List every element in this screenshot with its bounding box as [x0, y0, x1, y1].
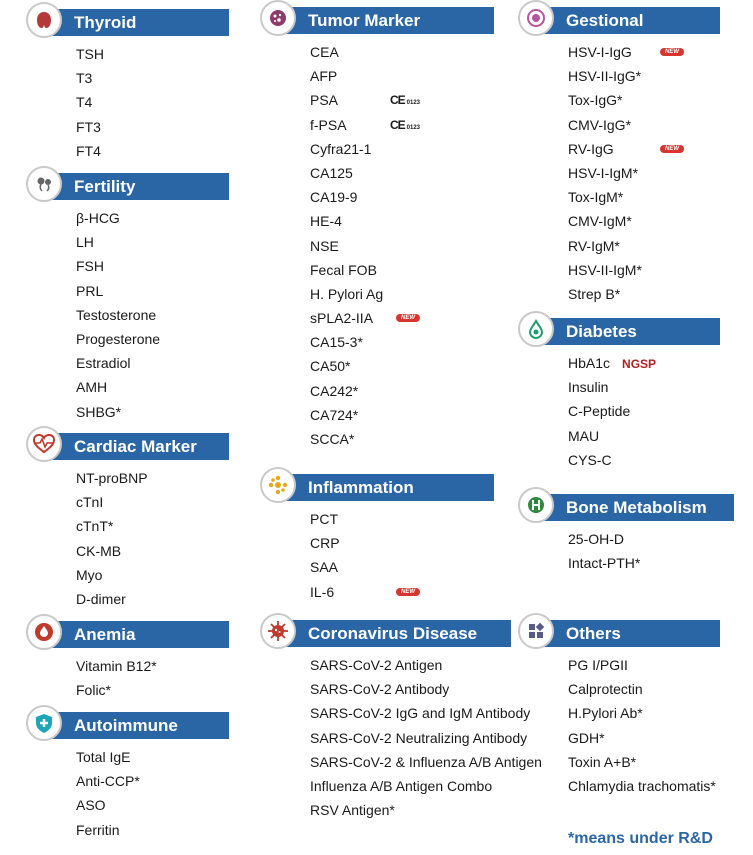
list-item: Toxin A+B*: [568, 753, 637, 770]
tumor-list: [260, 40, 421, 451]
list-item: PG I/PGII: [568, 657, 628, 673]
list-item: SHBG*: [76, 403, 122, 420]
section-thyroid: [26, 2, 137, 163]
dm-drop-icon: [518, 311, 554, 347]
list-item: CMV-IgG*: [568, 116, 632, 133]
section-title-diabetes: Diabetes: [534, 318, 720, 345]
section-title-inflammation: Inflammation: [276, 474, 494, 501]
list-item: HSV-II-IgG*: [568, 68, 642, 85]
list-item: CA242*: [310, 382, 359, 399]
grid-icon: [518, 613, 554, 649]
list-item-label: sPLA2-IIA: [310, 310, 374, 327]
list-item: β-HCG: [76, 210, 120, 226]
section-title-autoimmune: Autoimmune: [42, 712, 229, 739]
section-title-bone: Bone Metabolism: [534, 494, 734, 521]
list-item: H. Pylori Ag: [310, 285, 384, 302]
list-item: Intact-PTH*: [568, 555, 641, 572]
list-item: FT3: [76, 118, 101, 135]
list-item: CRP: [310, 535, 340, 552]
list-item: Ferritin: [76, 821, 120, 838]
fertility-list: [26, 206, 160, 424]
section-title-others: Others: [534, 620, 720, 647]
corona-list: [260, 653, 542, 822]
gestional-list: [518, 40, 679, 306]
list-item: 25-OH-D: [568, 531, 625, 547]
list-item: Total IgE: [76, 749, 131, 765]
section-cardiac: [26, 426, 197, 611]
list-item: Myo: [76, 566, 103, 583]
inflammation-list: [260, 507, 415, 604]
footnote: *means under R&D: [568, 830, 713, 847]
list-item: PRL: [76, 282, 104, 299]
section-title-fertility: Fertility: [42, 173, 229, 200]
cell-icon: [260, 0, 296, 36]
bone-list: [518, 527, 640, 575]
list-item: MAU: [568, 427, 600, 444]
list-item: T4: [76, 94, 93, 111]
section-title-thyroid: Thyroid: [42, 9, 229, 36]
list-item: Progesterone: [76, 330, 161, 347]
list-item-label: PSA: [310, 92, 339, 109]
list-item: [260, 88, 421, 112]
list-item: cTnT*: [76, 518, 114, 535]
list-item: T3: [76, 70, 93, 87]
list-item: GDH*: [568, 729, 605, 746]
list-item: HSV-I-IgM*: [568, 164, 639, 181]
diabetes-list: [518, 351, 656, 472]
list-item: [518, 40, 679, 64]
inflammation-icon: [260, 467, 296, 503]
others-list: [518, 653, 716, 798]
virus-icon: [260, 613, 296, 649]
ce-mark-icon: CE 0123: [390, 93, 421, 108]
list-item: CYS-C: [568, 451, 612, 468]
list-item: SARS-CoV-2 Antibody: [310, 681, 450, 698]
list-item: LH: [76, 234, 94, 251]
list-item: Influenza A/B Antigen Combo: [310, 777, 493, 794]
list-item: D-dimer: [76, 590, 126, 607]
section-title-anemia: Anemia: [42, 621, 229, 648]
section-inflammation: [260, 467, 415, 604]
section-title-corona: Coronavirus Disease: [276, 620, 511, 647]
list-item: Tox-IgM*: [568, 189, 624, 206]
section-title-gestional: Gestional: [534, 7, 720, 34]
list-item: Folic*: [76, 682, 112, 699]
section-autoimmune: [26, 705, 178, 842]
list-item: AFP: [310, 68, 338, 85]
shield-icon: [26, 705, 62, 741]
list-item: SCCA*: [310, 431, 355, 447]
section-title-tumor: Tumor Marker: [276, 7, 494, 34]
list-item: C-Peptide: [568, 403, 631, 420]
list-item: Estradiol: [76, 355, 131, 372]
list-item: cTnI: [76, 494, 104, 511]
list-item-label: HSV-I-IgG: [568, 44, 632, 60]
list-item: CA19-9: [310, 189, 358, 206]
new-badge: NEW: [396, 314, 420, 322]
autoimmune-list: [26, 745, 140, 842]
list-item: ASO: [76, 797, 106, 814]
list-item-label: IL-6: [310, 583, 335, 600]
section-fertility: [26, 166, 160, 424]
list-item: [260, 306, 415, 330]
list-item: HSV-II-IgM*: [568, 261, 642, 278]
list-item: [260, 580, 415, 604]
list-item: Anti-CCP*: [76, 773, 140, 790]
list-item: Cyfra21-1: [310, 140, 372, 157]
new-badge: NEW: [660, 145, 684, 153]
section-diabetes: [518, 311, 656, 472]
sperm-icon: [26, 166, 62, 202]
section-anemia: [26, 614, 157, 702]
list-item: RSV Antigen*: [310, 802, 395, 819]
thyroid-icon: [26, 2, 62, 38]
ce-mark-icon: CE 0123: [390, 117, 421, 132]
fetus-icon: [518, 0, 554, 36]
heart-pulse-icon: [26, 426, 62, 462]
list-item: Strep B*: [568, 285, 621, 302]
section-tumor: [260, 0, 421, 451]
blood-drop-icon: [26, 614, 62, 650]
list-item: SAA: [310, 559, 339, 576]
list-item: CA50*: [310, 358, 351, 375]
list-item: TSH: [76, 46, 104, 62]
list-item: PCT: [310, 511, 338, 527]
list-item: NSE: [310, 237, 339, 254]
new-badge: NEW: [396, 588, 420, 596]
list-item: H.Pylori Ab*: [568, 705, 643, 722]
list-item: CA125: [310, 164, 353, 181]
list-item: Tox-IgG*: [568, 92, 623, 109]
anemia-list: [26, 654, 157, 702]
list-item: SARS-CoV-2 & Influenza A/B Antigen: [310, 753, 542, 770]
section-corona: [260, 613, 542, 822]
list-item: SARS-CoV-2 IgG and IgM Antibody: [310, 705, 531, 722]
list-item: Calprotectin: [568, 681, 643, 698]
list-item: Testosterone: [76, 306, 157, 323]
ngsp-badge: NGSP: [622, 357, 657, 371]
list-item: Insulin: [568, 379, 609, 396]
section-bone: [518, 487, 707, 575]
list-item-label: HbA1c: [568, 355, 611, 371]
list-item: Vitamin B12*: [76, 658, 157, 674]
list-item-label: f-PSA: [310, 116, 347, 133]
list-item: [260, 113, 421, 137]
list-item: HE-4: [310, 213, 342, 230]
section-others: [518, 613, 716, 798]
list-item: CA724*: [310, 406, 359, 423]
list-item-label: RV-IgG: [568, 140, 614, 157]
list-item: RV-IgM*: [568, 237, 620, 254]
list-item: [518, 137, 679, 161]
list-item: FSH: [76, 258, 104, 275]
list-item: NT-proBNP: [76, 470, 148, 486]
list-item: SARS-CoV-2 Antigen: [310, 657, 443, 673]
thyroid-list: [26, 42, 104, 163]
list-item: Fecal FOB: [310, 261, 377, 278]
list-item: CEA: [310, 44, 339, 60]
list-item: CMV-IgM*: [568, 213, 632, 230]
new-badge: NEW: [660, 48, 684, 56]
list-item: CK-MB: [76, 542, 122, 559]
section-gestional: [518, 0, 679, 306]
cardiac-list: [26, 466, 148, 611]
list-item: FT4: [76, 142, 101, 159]
list-item: Chlamydia trachomatis*: [568, 777, 716, 794]
list-item: [518, 351, 656, 375]
section-title-cardiac: Cardiac Marker: [42, 433, 229, 460]
list-item: SARS-CoV-2 Neutralizing Antibody: [310, 729, 528, 746]
bone-icon: [518, 487, 554, 523]
list-item: AMH: [76, 379, 108, 396]
list-item: CA15-3*: [310, 334, 363, 351]
